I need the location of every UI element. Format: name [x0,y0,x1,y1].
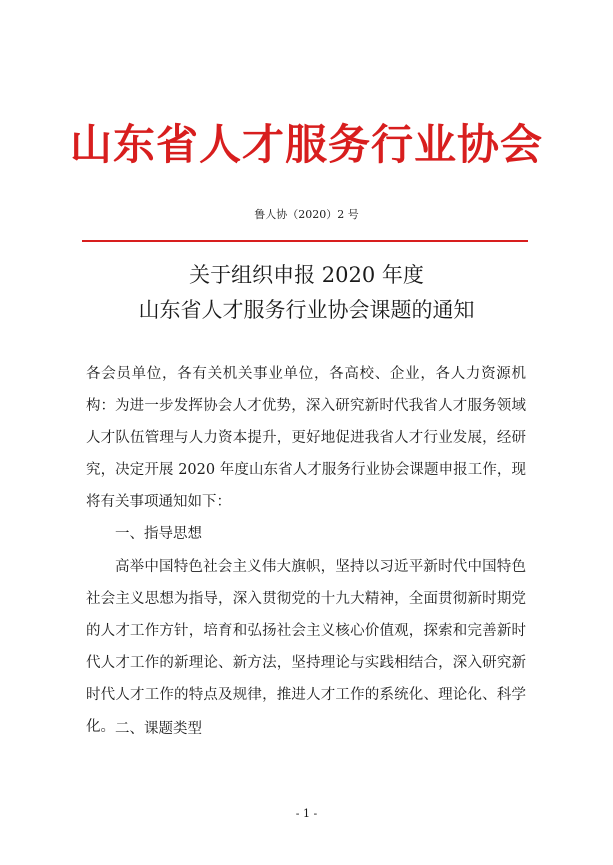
page-number: - 1 - [295,807,318,820]
section-heading-topic-types: 二、课题类型 [115,721,202,737]
document-number: 鲁人协（2020）2 号 [254,208,359,221]
red-divider [82,240,528,242]
guiding-ideology-paragraph: 高举中国特色社会主义伟大旗帜，坚持以习近平新时代中国特色社会主义思想为指导，深入贯彻党的十九大精神，全面贯彻新时期党的人才工作方针，培育和弘扬社会主义核心价值观，探索和完善新时代人才工作的新理论、新方法，坚持理论与实践相结合，深入研究新时代人才工作的特点及规律，推进人才工作的系统化、理论化、科学化。 [86,559,526,735]
intro-paragraph: 为进一步发挥协会人才优势，深入研究新时代我省人才服务领域人才队伍管理与人力资本提升，更好地促进我省人才行业发展，经研究，决定开展 2020 年度山东省人才服务行业协会课题申报工作，现将有关事项通知如下： [86,398,526,510]
section-heading-guiding-ideology: 一、指导思想 [115,526,202,542]
notice-title-line1: 关于组织申报 2020 年度 [189,263,424,287]
salutation: 各会员单位，各有关机关事业单位，各高校、企业，各人力资源机构： [86,366,526,414]
organization-title: 山东省人才服务行业协会 [69,120,543,169]
notice-title-line2: 山东省人才服务行业协会课题的通知 [138,298,475,322]
